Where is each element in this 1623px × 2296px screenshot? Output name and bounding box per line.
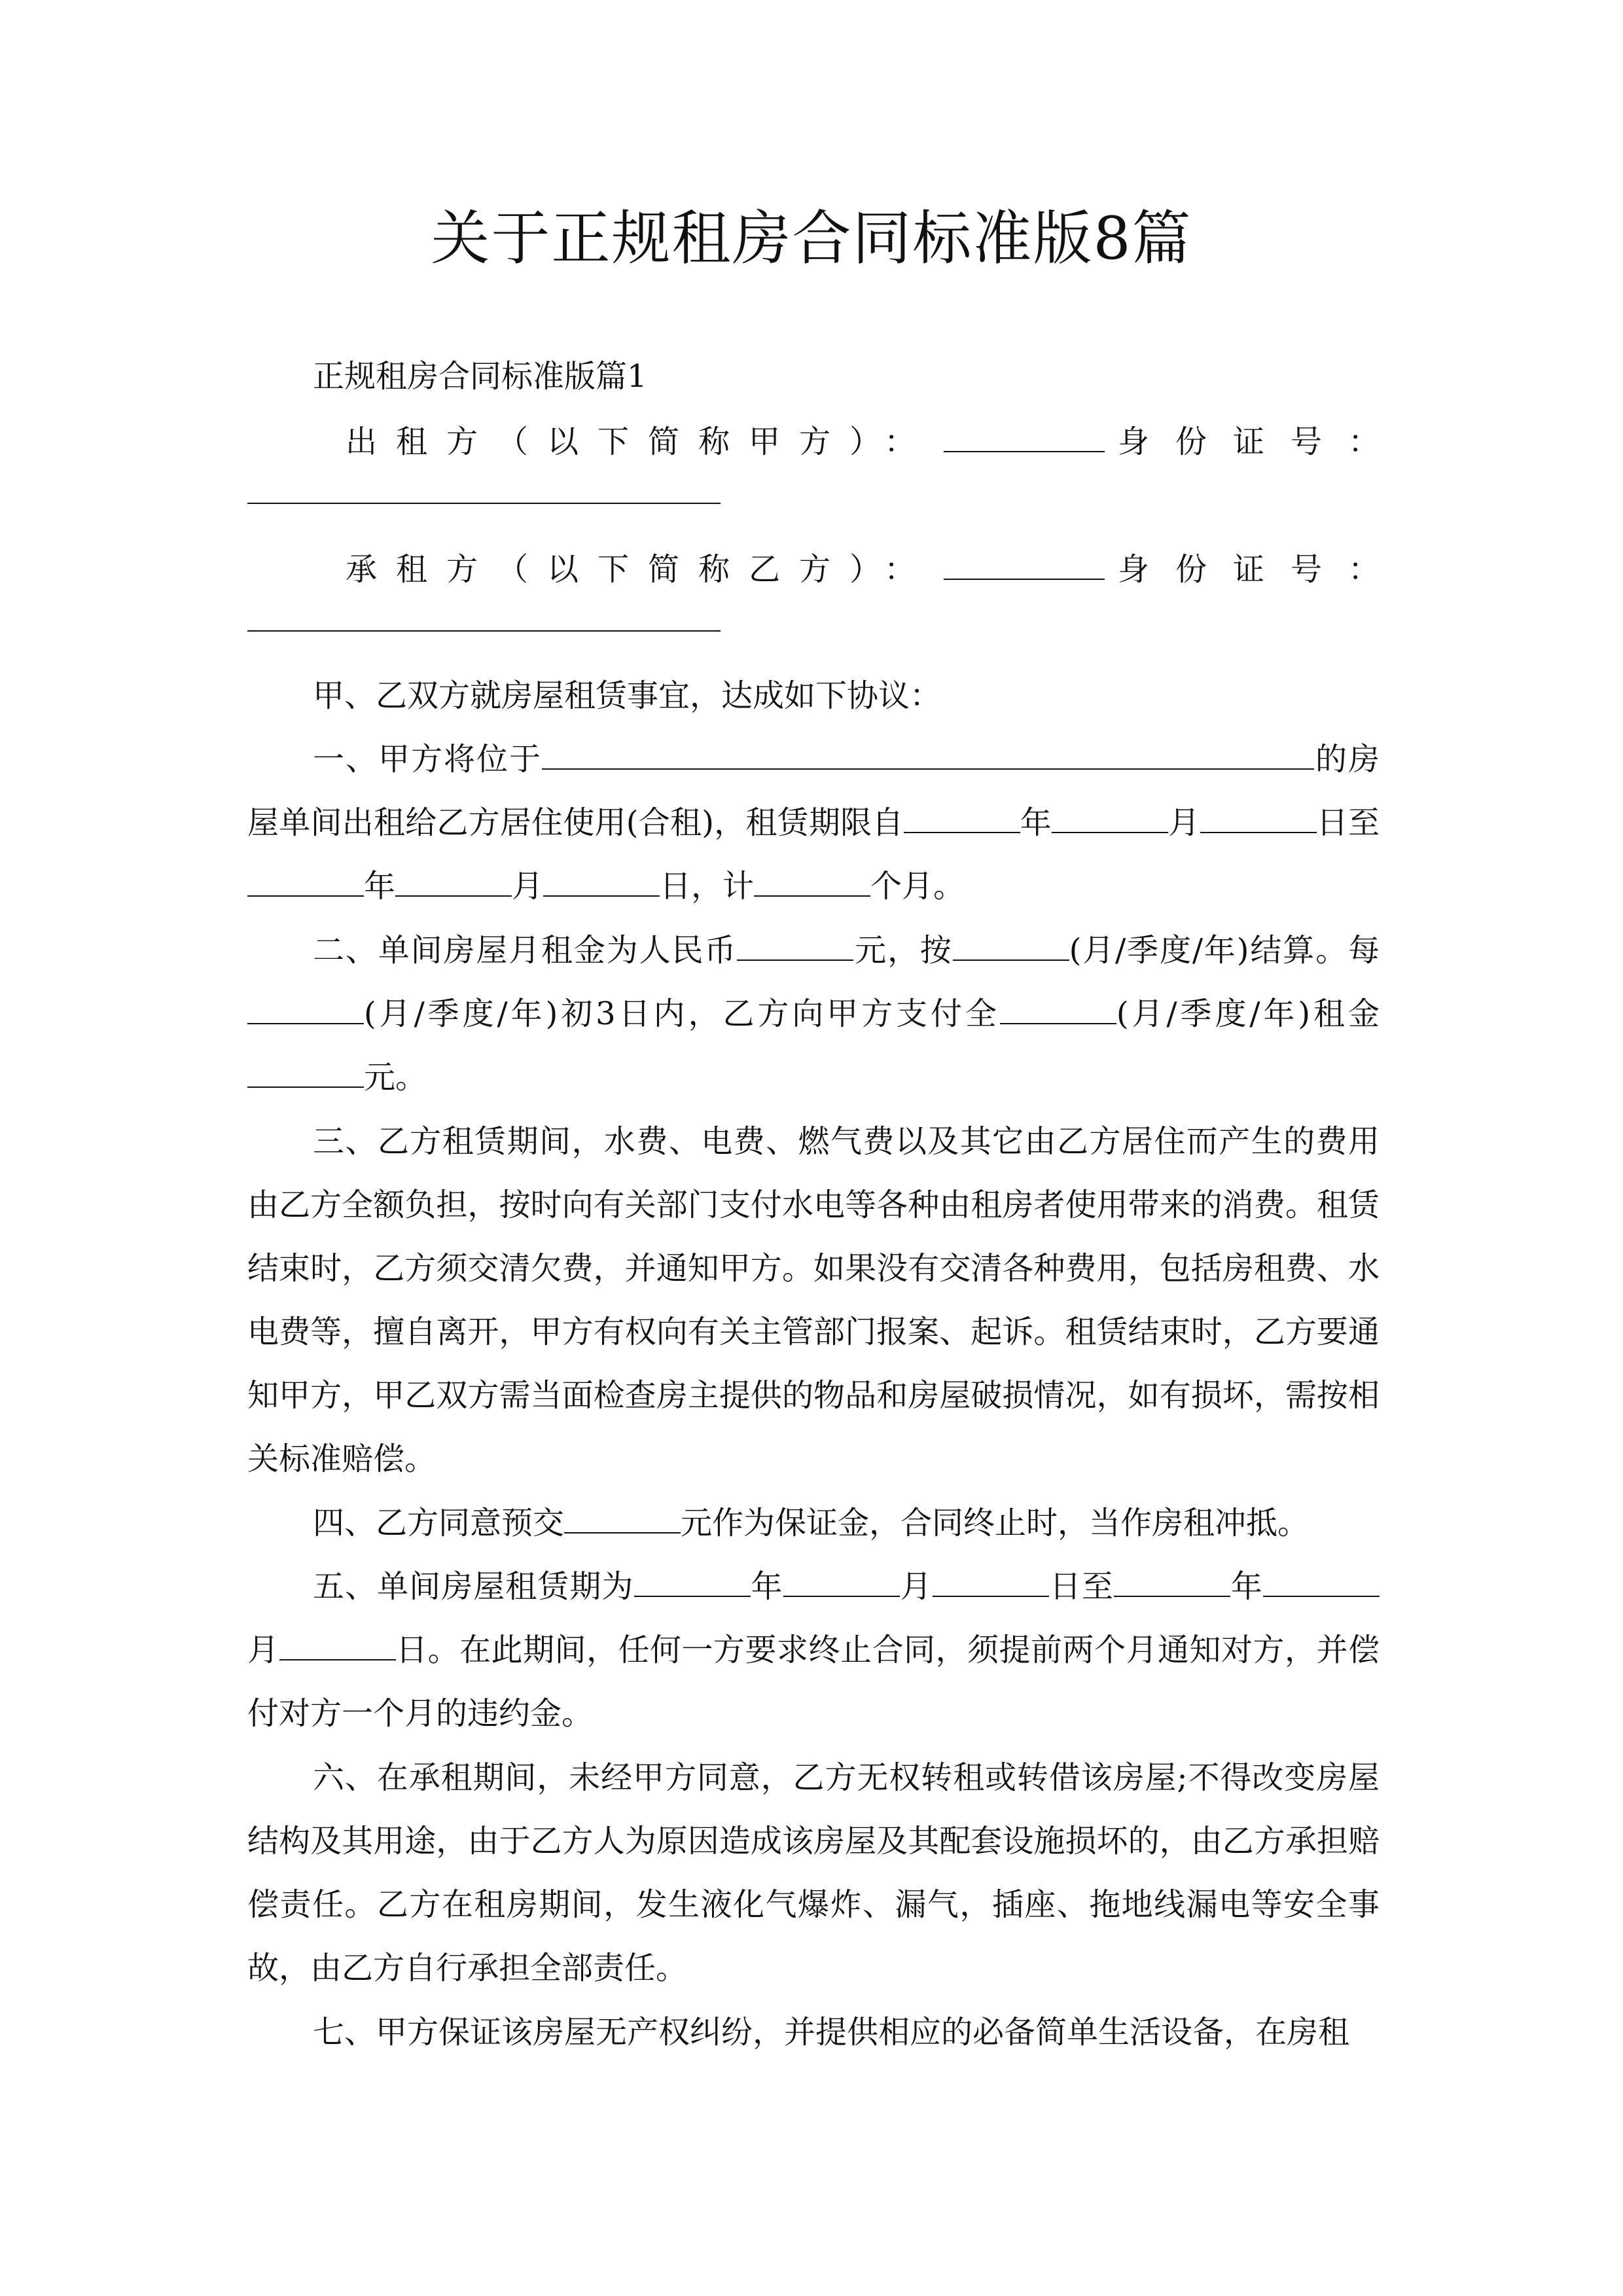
term-end-day-blank xyxy=(279,1625,396,1660)
start-year-blank xyxy=(904,798,1020,833)
clause-5-text-c: 月 xyxy=(899,1568,933,1605)
clause-1-text-b: 的房屋单间出租给乙方居住使用(合租)，租赁期限自 xyxy=(247,741,1380,841)
intro-paragraph: 甲、乙双方就房屋租赁事宜，达成如下协议： xyxy=(313,677,942,714)
end-day-blank xyxy=(543,861,660,897)
clause-5-text-d: 日至 xyxy=(1048,1568,1114,1605)
term-end-month-blank xyxy=(1263,1562,1380,1597)
clause-2-text-b: 元，按 xyxy=(853,932,953,969)
document-title: 关于正规租房合同标准版8篇 xyxy=(431,204,1192,273)
clause-3: 三、乙方租赁期间，水费、电费、燃气费以及其它由乙方居住而产生的费用由乙方全额负担，按时向有关部门支付水电等各种由租房者使用带来的消费。租赁结束时，乙方须交清欠费，并通知甲方。如果没有交清各种费用，包括房租费、水电费等，擅自离开，甲方有权向有关主管部门报案、起诉。租赁结束时，乙方要通知甲方，甲乙双方需当面检查房主提供的物品和房屋破损情况，如有损坏，需按相关标准赔偿。 xyxy=(247,1123,1380,1477)
lessor-label: 出租方（以下简称甲方）： xyxy=(346,423,935,460)
start-month-blank xyxy=(1052,798,1168,833)
clause-1 xyxy=(247,728,1380,918)
clause-1-text-h: 日，计 xyxy=(660,868,755,905)
clause-4-text-a: 四、乙方同意预交 xyxy=(313,1505,565,1541)
lessee-name-blank xyxy=(944,547,1105,580)
clause-5-text-f: 月 xyxy=(247,1632,279,1668)
clause-1-text-c: 年 xyxy=(1020,804,1052,841)
clause-2-text-d: (月/季度/年)初3日内，乙方向甲方支付全 xyxy=(364,996,1000,1032)
lessee-id-label: 身份证号 xyxy=(1117,551,1348,588)
payment-period-blank xyxy=(247,989,364,1024)
lessee-id-blank xyxy=(247,630,721,632)
clause-7: 七、甲方保证该房屋无产权纠纷，并提供相应的必备简单生活设备，在房租 xyxy=(313,2014,1350,2051)
lessor-name-blank xyxy=(944,420,1105,452)
clause-2-text-f: 元。 xyxy=(364,1059,427,1096)
lessor-id-blank xyxy=(247,503,721,504)
end-year-blank xyxy=(247,861,364,897)
clause-5 xyxy=(247,1555,1380,1746)
clause-4 xyxy=(247,1492,1380,1555)
full-period-blank xyxy=(1000,989,1116,1024)
term-end-year-blank xyxy=(1114,1562,1230,1597)
months-blank xyxy=(754,861,870,897)
section-title: 正规租房合同标准版篇1 xyxy=(313,358,647,395)
clause-2-text-c: (月/季度/年)结算。每 xyxy=(1069,932,1380,969)
clause-5-text-e: 年 xyxy=(1230,1568,1263,1605)
clause-1-text-i: 个月。 xyxy=(870,868,965,905)
lessee-id-colon: ： xyxy=(1347,551,1380,588)
clause-4-text-b: 元作为保证金，合同终止时，当作房租冲抵。 xyxy=(681,1505,1310,1541)
clause-5-text-g: 日。在此期间，任何一方要求终止合同，须提前两个月通知对方，并偿付对方一个月的违约金。 xyxy=(247,1632,1380,1732)
address-blank xyxy=(542,734,1314,770)
term-start-day-blank xyxy=(933,1562,1049,1597)
settlement-period-blank xyxy=(953,925,1069,961)
clause-2-text-e: (月/季度/年)租金 xyxy=(1116,996,1380,1032)
clause-5-text-b: 年 xyxy=(750,1568,783,1605)
rent-total-blank xyxy=(247,1052,364,1088)
clause-6: 六、在承租期间，未经甲方同意，乙方无权转租或转借该房屋;不得改变房屋结构及其用途，由于乙方人为原因造成该房屋及其配套设施损坏的，由乙方承担赔偿责任。乙方在租房期间，发生液化气爆炸、漏气，插座、拖地线漏电等安全事故，由乙方自行承担全部责任。 xyxy=(247,1759,1380,1986)
lessor-line xyxy=(247,419,1380,504)
term-start-month-blank xyxy=(783,1562,900,1597)
clause-1-text-g: 月 xyxy=(512,868,544,905)
lessee-line xyxy=(247,547,1380,632)
clause-1-text-a: 一、甲方将位于 xyxy=(313,741,542,778)
lessee-label: 承租方（以下简称乙方）： xyxy=(346,551,935,588)
lessor-id-colon: ： xyxy=(1347,423,1380,460)
clause-1-text-f: 年 xyxy=(364,868,396,905)
clause-5-text-a: 五、单间房屋租赁期为 xyxy=(313,1568,634,1605)
rent-amount-blank xyxy=(737,925,853,961)
clause-1-text-e: 日至 xyxy=(1316,804,1380,841)
term-start-year-blank xyxy=(634,1562,751,1597)
end-month-blank xyxy=(395,861,512,897)
clause-2 xyxy=(247,919,1380,1109)
deposit-blank xyxy=(564,1498,681,1534)
start-day-blank xyxy=(1200,798,1317,833)
clause-1-text-d: 月 xyxy=(1168,804,1200,841)
clause-2-text-a: 二、单间房屋月租金为人民币 xyxy=(313,932,738,969)
lessor-id-label: 身份证号 xyxy=(1117,423,1348,460)
